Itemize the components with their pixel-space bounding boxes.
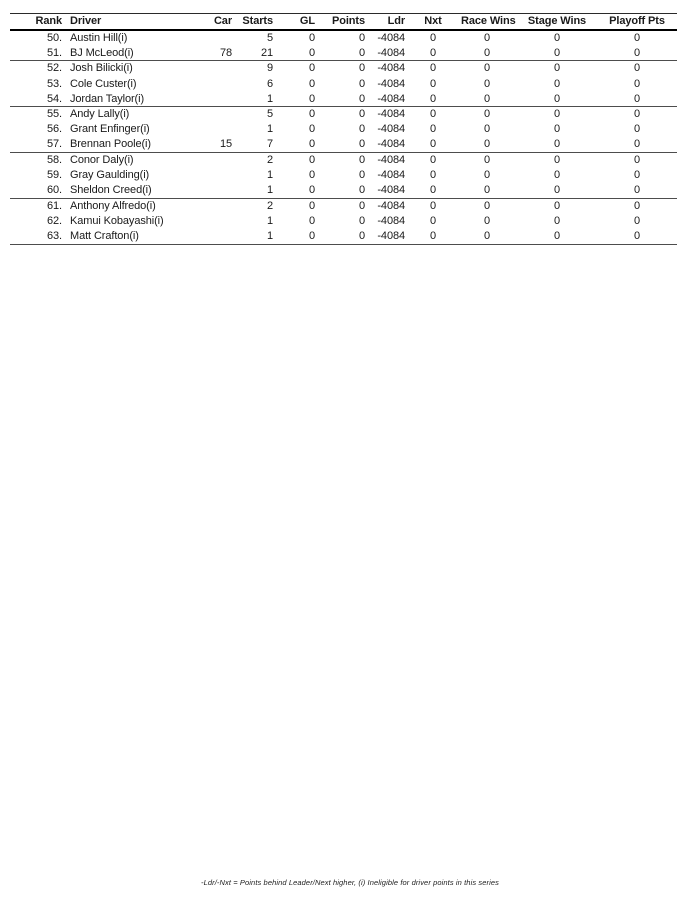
- cell-rank: 50.: [47, 32, 62, 45]
- cell-playoff_pts: 0: [633, 46, 641, 59]
- cell-points: 0: [358, 77, 365, 90]
- cell-gl: 0: [308, 169, 315, 182]
- cell-race_wins: 0: [483, 169, 491, 182]
- table-header-row: [10, 14, 677, 31]
- cell-nxt: 0: [429, 46, 437, 59]
- cell-rank: 60.: [47, 184, 62, 197]
- cell-driver: Grant Enfinger(i): [70, 123, 150, 136]
- cell-gl: 0: [308, 32, 315, 45]
- cell-playoff_pts: 0: [633, 215, 641, 228]
- cell-starts: 1: [266, 92, 273, 105]
- cell-car: [182, 214, 236, 229]
- cell-playoff_pts: 0: [597, 61, 677, 76]
- cell-car: [182, 91, 236, 106]
- cell-points: 0: [358, 46, 365, 59]
- cell-starts: 7: [266, 138, 273, 151]
- cell-car: [182, 106, 236, 121]
- cell-stage_wins: 0: [553, 92, 561, 105]
- table-row: [10, 152, 677, 167]
- table-row: [10, 229, 677, 244]
- cell-stage_wins: 0: [553, 32, 561, 45]
- cell-playoff_pts: 0: [597, 152, 677, 167]
- table-row: [10, 76, 677, 91]
- cell-stage_wins: 0: [553, 184, 561, 197]
- table-body: [10, 30, 677, 244]
- cell-points: 0: [358, 92, 365, 105]
- footnote: -Ldr/-Nxt = Points behind Leader/Next higher, (i) Ineligible for driver points in this series: [201, 878, 499, 887]
- cell-car: [182, 152, 236, 167]
- cell-starts: 1: [236, 229, 277, 244]
- table-row: [10, 168, 677, 183]
- cell-car: [182, 76, 236, 91]
- cell-stage_wins: 0: [517, 61, 597, 76]
- table-row: [10, 214, 677, 229]
- cell-playoff_pts: 0: [597, 106, 677, 121]
- table-row: [10, 106, 677, 121]
- cell-driver: BJ McLeod(i): [70, 46, 134, 59]
- cell-ldr: -4084: [377, 138, 405, 151]
- cell-gl: 0: [277, 106, 319, 121]
- cell-driver: Andy Lally(i): [66, 106, 182, 121]
- cell-rank: 62.: [47, 215, 62, 228]
- cell-nxt: 0: [409, 106, 457, 121]
- cell-rank: 56.: [47, 123, 62, 136]
- cell-race_wins: 0: [457, 152, 517, 167]
- cell-rank: 61.: [10, 198, 66, 213]
- cell-points: 0: [358, 123, 365, 136]
- cell-gl: 0: [277, 152, 319, 167]
- column-header-stage_wins: Stage Wins: [517, 14, 597, 31]
- cell-driver: Sheldon Creed(i): [70, 184, 152, 197]
- cell-points: 0: [358, 138, 365, 151]
- cell-stage_wins: 0: [517, 198, 597, 213]
- cell-driver: Conor Daly(i): [66, 152, 182, 167]
- cell-driver: Gray Gaulding(i): [70, 169, 150, 182]
- cell-playoff_pts: 0: [633, 184, 641, 197]
- cell-ldr: -4084: [377, 123, 405, 136]
- cell-driver: Cole Custer(i): [70, 77, 137, 90]
- cell-driver: Matt Crafton(i): [66, 229, 182, 244]
- cell-nxt: 0: [409, 152, 457, 167]
- column-header-playoff_pts: Playoff Pts: [597, 14, 677, 31]
- cell-rank: 52.: [10, 61, 66, 76]
- cell-nxt: 0: [429, 77, 437, 90]
- cell-rank: 51.: [47, 46, 62, 59]
- cell-playoff_pts: 0: [633, 32, 641, 45]
- table-row: [10, 198, 677, 213]
- cell-gl: 0: [308, 77, 315, 90]
- cell-nxt: 0: [429, 215, 437, 228]
- cell-nxt: 0: [409, 198, 457, 213]
- table-row: [10, 122, 677, 137]
- cell-nxt: 0: [429, 184, 437, 197]
- cell-ldr: -4084: [369, 198, 409, 213]
- cell-race_wins: 0: [483, 32, 491, 45]
- cell-ldr: -4084: [377, 32, 405, 45]
- cell-car: 78: [219, 46, 232, 59]
- cell-race_wins: 0: [457, 106, 517, 121]
- cell-playoff_pts: 0: [633, 92, 641, 105]
- cell-starts: 5: [236, 106, 277, 121]
- cell-driver: Jordan Taylor(i): [70, 92, 145, 105]
- cell-stage_wins: 0: [517, 229, 597, 244]
- standings-table: [10, 13, 677, 245]
- cell-rank: 54.: [47, 92, 62, 105]
- cell-playoff_pts: 0: [633, 123, 641, 136]
- cell-starts: 1: [266, 123, 273, 136]
- cell-gl: 0: [308, 138, 315, 151]
- cell-points: 0: [358, 215, 365, 228]
- cell-nxt: 0: [429, 138, 437, 151]
- cell-starts: 1: [266, 169, 273, 182]
- cell-race_wins: 0: [483, 138, 491, 151]
- cell-race_wins: 0: [483, 123, 491, 136]
- cell-rank: 59.: [47, 169, 62, 182]
- cell-driver: Brennan Poole(i): [70, 138, 151, 151]
- cell-starts: 2: [236, 198, 277, 213]
- cell-points: 0: [319, 106, 369, 121]
- cell-nxt: 0: [429, 123, 437, 136]
- column-header-starts: Starts: [236, 14, 277, 31]
- cell-ldr: -4084: [369, 106, 409, 121]
- table-row: [10, 183, 677, 198]
- cell-rank: 58.: [10, 152, 66, 167]
- cell-rank: 57.: [47, 138, 62, 151]
- cell-stage_wins: 0: [553, 138, 561, 151]
- cell-driver: Josh Bilicki(i): [66, 61, 182, 76]
- cell-rank: 63.: [10, 229, 66, 244]
- cell-stage_wins: 0: [553, 169, 561, 182]
- cell-stage_wins: 0: [553, 215, 561, 228]
- cell-gl: 0: [277, 198, 319, 213]
- column-header-car: Car: [182, 14, 236, 31]
- cell-playoff_pts: 0: [633, 77, 641, 90]
- cell-starts: 5: [266, 32, 273, 45]
- cell-race_wins: 0: [483, 184, 491, 197]
- cell-ldr: -4084: [377, 215, 405, 228]
- cell-race_wins: 0: [483, 46, 491, 59]
- cell-race_wins: 0: [457, 61, 517, 76]
- cell-ldr: -4084: [377, 46, 405, 59]
- cell-gl: 0: [308, 123, 315, 136]
- cell-car: [182, 61, 236, 76]
- cell-ldr: -4084: [377, 77, 405, 90]
- cell-car: [182, 229, 236, 244]
- column-header-gl: GL: [277, 14, 319, 31]
- cell-points: 0: [319, 198, 369, 213]
- cell-points: 0: [319, 229, 369, 244]
- cell-car: [182, 122, 236, 137]
- cell-nxt: 0: [429, 32, 437, 45]
- cell-stage_wins: 0: [553, 77, 561, 90]
- cell-driver: Anthony Alfredo(i): [66, 198, 182, 213]
- column-header-race_wins: Race Wins: [457, 14, 517, 31]
- table-header: [10, 14, 677, 31]
- cell-car: 15: [219, 138, 232, 151]
- cell-race_wins: 0: [483, 92, 491, 105]
- cell-gl: 0: [277, 229, 319, 244]
- cell-ldr: -4084: [377, 169, 405, 182]
- cell-stage_wins: 0: [517, 106, 597, 121]
- cell-gl: 0: [308, 92, 315, 105]
- cell-starts: 1: [266, 215, 273, 228]
- cell-car: [182, 30, 236, 45]
- cell-race_wins: 0: [483, 77, 491, 90]
- cell-nxt: 0: [429, 169, 437, 182]
- cell-car: [182, 168, 236, 183]
- cell-playoff_pts: 0: [633, 138, 641, 151]
- cell-car: [182, 198, 236, 213]
- cell-ldr: -4084: [377, 184, 405, 197]
- cell-race_wins: 0: [457, 198, 517, 213]
- cell-nxt: 0: [409, 229, 457, 244]
- cell-nxt: 0: [429, 92, 437, 105]
- cell-ldr: -4084: [377, 92, 405, 105]
- cell-starts: 1: [266, 184, 273, 197]
- table-row: [10, 45, 677, 60]
- column-header-driver: Driver: [66, 14, 182, 31]
- cell-driver: Austin Hill(i): [70, 32, 128, 45]
- cell-race_wins: 0: [457, 229, 517, 244]
- cell-rank: 53.: [47, 77, 62, 90]
- cell-gl: 0: [277, 61, 319, 76]
- cell-playoff_pts: 0: [633, 169, 641, 182]
- cell-driver: Kamui Kobayashi(i): [70, 215, 164, 228]
- cell-rank: 55.: [10, 106, 66, 121]
- cell-gl: 0: [308, 184, 315, 197]
- column-header-points: Points: [319, 14, 369, 31]
- cell-gl: 0: [308, 46, 315, 59]
- table-row: [10, 91, 677, 106]
- cell-stage_wins: 0: [553, 123, 561, 136]
- column-header-rank: Rank: [10, 14, 66, 31]
- cell-ldr: -4084: [369, 61, 409, 76]
- column-header-ldr: Ldr: [369, 14, 409, 31]
- cell-car: [182, 183, 236, 198]
- cell-starts: 9: [236, 61, 277, 76]
- cell-gl: 0: [308, 215, 315, 228]
- cell-playoff_pts: 0: [597, 229, 677, 244]
- cell-ldr: -4084: [369, 229, 409, 244]
- cell-nxt: 0: [409, 61, 457, 76]
- cell-points: 0: [358, 32, 365, 45]
- cell-starts: 2: [236, 152, 277, 167]
- cell-starts: 21: [260, 46, 273, 59]
- cell-race_wins: 0: [483, 215, 491, 228]
- cell-points: 0: [319, 152, 369, 167]
- cell-stage_wins: 0: [517, 152, 597, 167]
- cell-starts: 6: [266, 77, 273, 90]
- table-row: [10, 30, 677, 45]
- cell-playoff_pts: 0: [597, 198, 677, 213]
- cell-ldr: -4084: [369, 152, 409, 167]
- column-header-nxt: Nxt: [409, 14, 457, 31]
- table-row: [10, 61, 677, 76]
- cell-points: 0: [319, 61, 369, 76]
- cell-stage_wins: 0: [553, 46, 561, 59]
- cell-points: 0: [358, 169, 365, 182]
- cell-points: 0: [358, 184, 365, 197]
- table-row: [10, 137, 677, 152]
